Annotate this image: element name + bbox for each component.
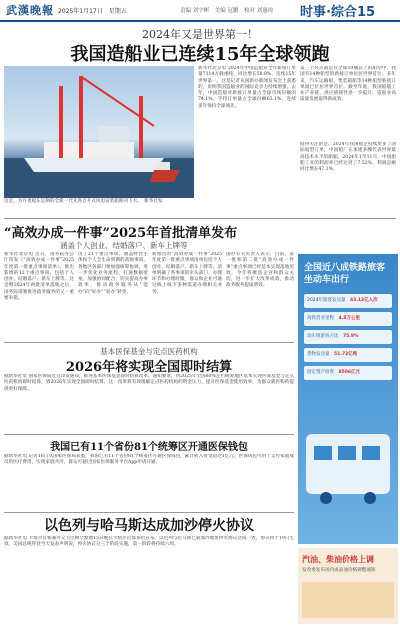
stat-row: 2024年旅客发送量 43.12亿人次 xyxy=(304,294,392,308)
infographic-title: 全国近八成铁路旅客坐动车出行 xyxy=(304,263,386,285)
lead-headline: 我国造船业已连续15年全球领跑 xyxy=(70,44,330,65)
photo-caption: 这是，为丹麦船东定制的全新一代先进自升式风电安装船期刊下水。 新华社发 xyxy=(4,199,163,204)
insurance-kicker: 基本医保基金与定点医药机构 xyxy=(100,347,198,356)
fuel-price-subhead: 发改委发布国内成品油价格调整通知 xyxy=(302,568,376,573)
pension-body: 据新华社电 记者16日从国家医保局获悉，我国已有11个省份81个统筹区开通医保钱包，累计转入资金超过1亿元。医保钱包可用于支付家庭成员的医疗费用，实现家庭共济，群众可通过国家医保服务平台App申请开通。 xyxy=(4,454,294,466)
railway-infographic xyxy=(298,254,398,544)
stat-row: 动车组旅客占比 75.9% xyxy=(304,330,392,344)
service-column-2: 出了21个重点事项，涵盖经营主体和个人全生命周期的高频事项。各地区各部门要加强统筹协调，进一步优化业务流程、打通数据壁垒、加强协同配合，切实提高办事效率，推动政务服务从“能办”向“好办”“易办”转变。 xyxy=(78,252,148,295)
newspaper-logo: 武漢晚報 xyxy=(6,4,54,17)
ceasefire-headline: 以色列与哈马斯达成加沙停火协议 xyxy=(44,518,254,534)
insurance-body: 据新华社电 国家医保局近日印发通知，推进基本医保基金即时结算改革。通知要求，到2025年全国80%左右统筹地区基本实现医保基金与定点医药机构即时结算，到2026年实现全国即时结算。这一改革将有效缓解定点医药机构的资金压力，提升医保基金使用效率，为群众就医购药提供更好保障。 xyxy=(4,374,294,392)
stat-row: 高铁营业里程 4.8万公里 xyxy=(304,312,392,326)
train-icon xyxy=(302,394,394,534)
service-column-3: 新推出的“高效办成一件事”2025年度第一批重点事项清单包括个人创业、结婚落户、新车上牌等。清单明确了各事项的牵头部门、办理环节和办理时限，群众和企业可通过线上线下多种渠道办理相关业务。 xyxy=(152,252,222,295)
lead-column-5: 值得关注的是，2024年我国船企持续更多了国际船型订单，中国船厂正承建多艘代表世界最高技术水平的船舶。2024年1至11月，中国船舶工业的利润率已经达到了7.52%，利润总额同比增长47.1%。 xyxy=(300,142,396,173)
service-column-4: 国办有关负责人表示，目前，第一批和第二批“高效办成一件事”重点事项已经基本实现落地见效。今年将聚焦企业和群众关切，进一步扩大改革成效，推动政务服务提质增效。 xyxy=(226,252,294,289)
lead-column-1: 新华社北京电 2024年中国造船业全年新接订单量7114万载重吨，同比增长58.8%，连续15年世界第一。这是记者从国新办新闻发布会上获悉的，说明我国造船业的国际竞争力持续增强。去年，中国造船业新接订单量占全球市场份额的74.1%，手持订单量占全球份额63.1%，连续多年保持全球领先。 xyxy=(198,66,296,109)
section-title: 时事·综合15 xyxy=(300,5,376,20)
lead-kicker: 2024年又是世界第一！ xyxy=(142,28,258,41)
insurance-headline: 2026年将实现全国即时结算 xyxy=(65,360,233,375)
ceasefire-body: 据新华社电 卡塔尔首相兼外交大臣穆罕默德15日晚在卡塔尔首都多哈宣布，以色列与哈马斯已就加沙地带停火协议达成一致，协议将于19日生效。美国总统拜登当天发表声明说，停火协议分三个阶段实施，第一阶段将持续六周。 xyxy=(4,536,294,548)
issue-date: 2025年1月17日 星期五 xyxy=(58,8,127,15)
ship-illustration-icon xyxy=(4,66,194,198)
section-divider xyxy=(4,342,294,343)
lead-column-4: 第三个亮点就是在全球10艘以上的船型中，我国有14种船型的新接订单位居世界首位。多年来，汽车运输船、集装箱船等14种船型新接订单量已位居世界首位。截至年底，我国船舶工业产业链、供应链韧性进一步提升，造船业高质量发展取得新成效。 xyxy=(300,66,396,103)
fuel-price-chart xyxy=(302,582,394,618)
pension-headline: 我国已有11个省份81个统筹区开通医保钱包 xyxy=(50,442,248,453)
service-column-1: 新华社北京电 近日，国务院办公厅印发《“高效办成一件事”2025年度第一批重点事项清单》，推出新增的12个重点事项，包括个人创业、结婚落户、新车上牌等。这是继2024年两批清单落地之后，国务院部署推进政务服务的又一重要举措。 xyxy=(4,252,74,302)
service-headline: “高效办成一件事”2025年首批清单发布 xyxy=(4,226,238,241)
section-divider xyxy=(4,218,396,219)
section-divider xyxy=(4,434,294,435)
editor-credits: 责编 刘宇彬 美编 冠鹏 校对 刘惠琼 xyxy=(180,8,274,14)
section-divider xyxy=(4,512,294,513)
stat-row: 固定资产投资 8506亿元 xyxy=(304,366,392,380)
service-subhead: 涵盖个人创业、结婚落户、新车上牌等 xyxy=(60,241,188,250)
ship-photo xyxy=(4,66,194,198)
stat-row: 货物发送量 51.72亿吨 xyxy=(304,348,392,362)
fuel-price-headline: 汽油、柴油价格上调 xyxy=(302,555,374,564)
fuel-price-box xyxy=(298,548,398,624)
